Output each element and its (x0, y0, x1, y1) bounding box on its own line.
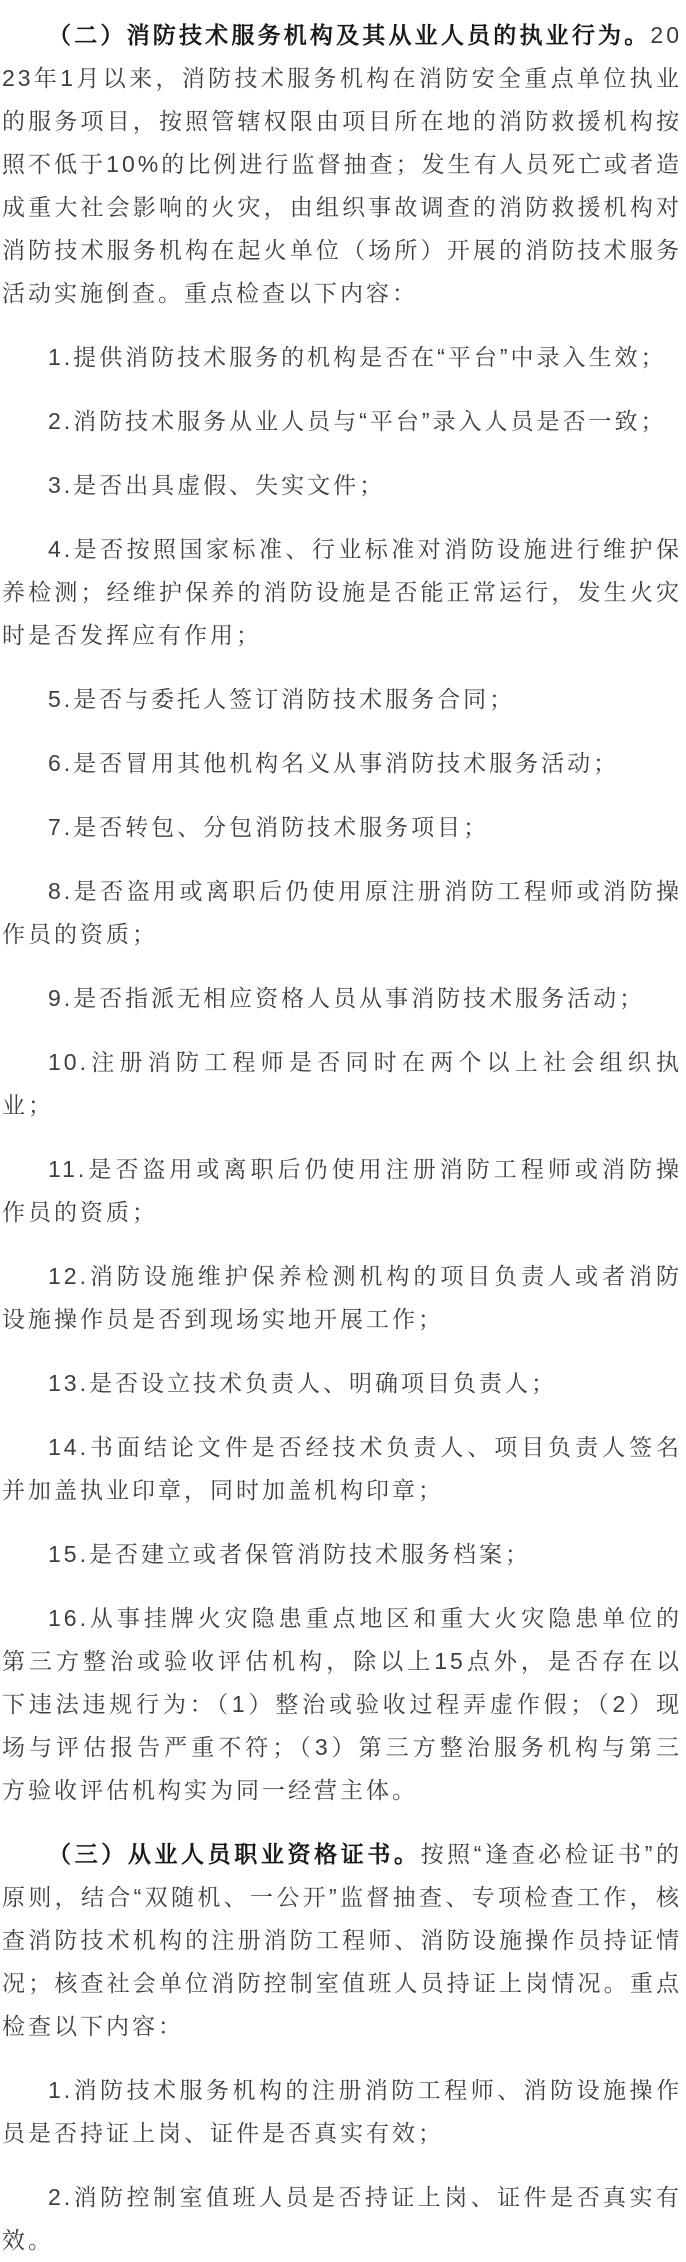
paragraph-text: 8.是否盗用或离职后仍使用原注册消防工程师或消防操作员的资质； (2, 878, 682, 947)
paragraph-text: 7.是否转包、分包消防技术服务项目； (48, 814, 490, 840)
paragraph (2, 1833, 682, 2048)
paragraph-text: 15.是否建立或者保管消防技术服务档案； (48, 1541, 531, 1567)
paragraph-text: 4.是否按照国家标准、行业标准对消防设施进行维护保养检测；经维护保养的消防设施是否能正常运行，发生火灾时是否发挥应有作用； (2, 536, 682, 648)
paragraph-text: 2023年1月以来，消防技术服务机构在消防安全重点单位执业的服务项目，按照管辖权限由项目所在地的消防救援机构按照不低于10%的比例进行监督抽查；发生有人员死亡或者造成重大社会影响的火灾，由组织事故调查的消防救援机构对消防技术服务机构在起火单位（场所）开展的消防技术服务活动实施倒查。重点检查以下内容： (2, 22, 682, 306)
paragraph-text: 10.注册消防工程师是否同时在两个以上社会组织执业； (2, 1049, 682, 1118)
paragraph (2, 678, 682, 721)
paragraph (2, 2176, 682, 2262)
paragraph-text: 2.消防技术服务从业人员与“平台”录入人员是否一致； (48, 408, 667, 434)
paragraph-text: 12.消防设施维护保养检测机构的项目负责人或者消防设施操作员是否到现场实地开展工作； (2, 1263, 682, 1332)
paragraph (2, 400, 682, 443)
paragraph (2, 806, 682, 849)
paragraph-text: 1.消防技术服务机构的注册消防工程师、消防设施操作员是否持证上岗、证件是否真实有效； (2, 2077, 682, 2146)
paragraph-text: 11.是否盗用或离职后仍使用注册消防工程师或消防操作员的资质； (2, 1156, 682, 1225)
paragraph (2, 528, 682, 657)
paragraph (2, 1426, 682, 1512)
section-heading: （二）消防技术服务机构及其从业人员的执业行为。 (48, 22, 651, 48)
paragraph-text: 5.是否与委托人签订消防技术服务合同； (48, 686, 516, 712)
paragraph (2, 1255, 682, 1341)
paragraph (2, 336, 682, 379)
paragraph (2, 1533, 682, 1576)
paragraph (2, 870, 682, 956)
paragraph (2, 742, 682, 785)
paragraph (2, 977, 682, 1020)
paragraph (2, 1041, 682, 1127)
paragraph-text: 13.是否设立技术负责人、明确项目负责人； (48, 1370, 557, 1396)
paragraph-text: 9.是否指派无相应资格人员从事消防技术服务活动； (48, 985, 646, 1011)
paragraph-text: 14.书面结论文件是否经技术负责人、项目负责人签名并加盖执业印章，同时加盖机构印章； (2, 1434, 682, 1503)
paragraph (2, 2069, 682, 2155)
paragraph-text: 2.消防控制室值班人员是否持证上岗、证件是否真实有效。 (2, 2184, 682, 2253)
paragraph-text: 16.从事挂牌火灾隐患重点地区和重大火灾隐患单位的第三方整治或验收评估机构，除以上15点外，是否存在以下违法违规行为：（1）整治或验收过程弄虚作假；（2）现场与评估报告严重不符；（3）第三方整治服务机构与第三方验收评估机构实为同一经营主体。 (2, 1605, 682, 1803)
paragraph (2, 14, 682, 315)
paragraph (2, 464, 682, 507)
section-heading: （三）从业人员职业资格证书。 (48, 1841, 421, 1867)
paragraph-text: 3.是否出具虚假、失实文件； (48, 472, 386, 498)
paragraph (2, 1148, 682, 1234)
paragraph (2, 1597, 682, 1812)
paragraph-text: 1.提供消防技术服务的机构是否在“平台”中录入生效； (48, 344, 667, 370)
paragraph (2, 1362, 682, 1405)
paragraph-text: 6.是否冒用其他机构名义从事消防技术服务活动； (48, 750, 620, 776)
paragraph-text: 按照“逢查必检证书”的原则，结合“双随机、一公开”监督抽查、专项检查工作，核查消防技术机构的注册消防工程师、消防设施操作员持证情况；核查社会单位消防控制室值班人员持证上岗情况。重点检查以下内容： (2, 1841, 682, 2039)
